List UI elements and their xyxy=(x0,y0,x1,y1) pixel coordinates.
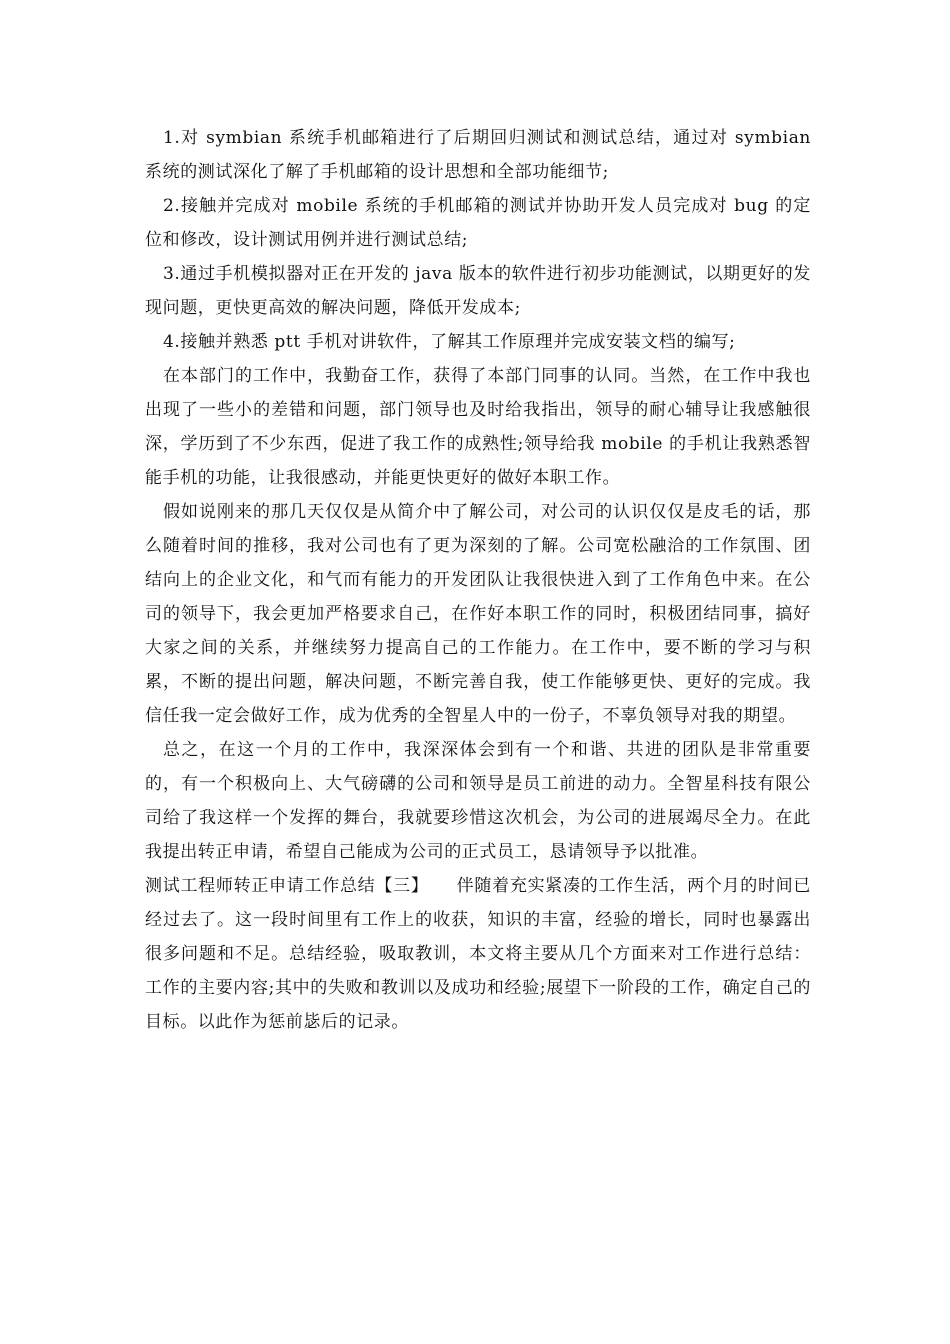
paragraph-item-4: 4.接触并熟悉 ptt 手机对讲软件，了解其工作原理并完成安装文档的编写; xyxy=(163,332,736,352)
paragraph-company-understanding: 假如说刚来的那几天仅仅是从简介中了解公司，对公司的认识仅仅是皮毛的话，那么随着时间的推移，我对公司也有了更为深刻的了解。公司宽松融洽的工作氛围、团结向上的企业文化，和气而有能力的开发团队让我很快进入到了工作角色中来。在公司的领导下，我会更加严格要求自己，在作好本职工作的同时，积极团结同事，搞好大家之间的关系，并继续努力提高自己的工作能力。在工作中，要不断的学习与积累，不断的提出问题，解决问题，不断完善自我，使工作能够更快、更好的完成。我信任我一定会做好工作，成为优秀的全智星人中的一份子，不辜负领导对我的期望。 xyxy=(145,502,811,726)
section-title: 测试工程师转正申请工作总结【三】 xyxy=(145,876,429,896)
paragraph-item-1: 1.对 symbian 系统手机邮箱进行了后期回归测试和测试总结，通过对 symbian 系统的测试深化了解了手机邮箱的设计思想和全部功能细节; xyxy=(145,128,811,182)
section-body: 伴随着充实紧凑的工作生活，两个月的时间已经过去了。这一段时间里有工作上的收获，知识的丰富，经验的增长，同时也暴露出很多问题和不足。总结经验，吸取教训，本文将主要从几个方面来对工作进行总结：工作的主要内容;其中的失败和教训以及成功和经验;展望下一阶段的工作，确定自己的目标。以此作为惩前毖后的记录。 xyxy=(145,876,812,1032)
paragraph-item-3: 3.通过手机模拟器对正在开发的 java 版本的软件进行初步功能测试，以期更好的发现问题，更快更高效的解决问题，降低开发成本; xyxy=(145,264,811,318)
paragraph-department-work: 在本部门的工作中，我勤奋工作，获得了本部门同事的认同。当然，在工作中我也出现了一些小的差错和问题，部门领导也及时给我指出，领导的耐心辅导让我感触很深，学历到了不少东西，促进了我工作的成熟性;领导给我 mobile 的手机让我熟悉智能手机的功能，让我很感动，并能更快更好的做好本职工作。 xyxy=(145,366,811,488)
paragraph-item-2: 2.接触并完成对 mobile 系统的手机邮箱的测试并协助开发人员完成对 bug 的定位和修改，设计测试用例并进行测试总结; xyxy=(145,196,811,250)
section-paragraph xyxy=(145,869,811,1039)
document-body xyxy=(145,121,811,1039)
paragraph-conclusion: 总之，在这一个月的工作中，我深深体会到有一个和谐、共进的团队是非常重要的，有一个积极向上、大气磅礴的公司和领导是员工前进的动力。全智星科技有限公司给了我这样一个发挥的舞台，我就要珍惜这次机会，为公司的进展竭尽全力。在此我提出转正申请，希望自己能成为公司的正式员工，恳请领导予以批准。 xyxy=(145,740,811,862)
